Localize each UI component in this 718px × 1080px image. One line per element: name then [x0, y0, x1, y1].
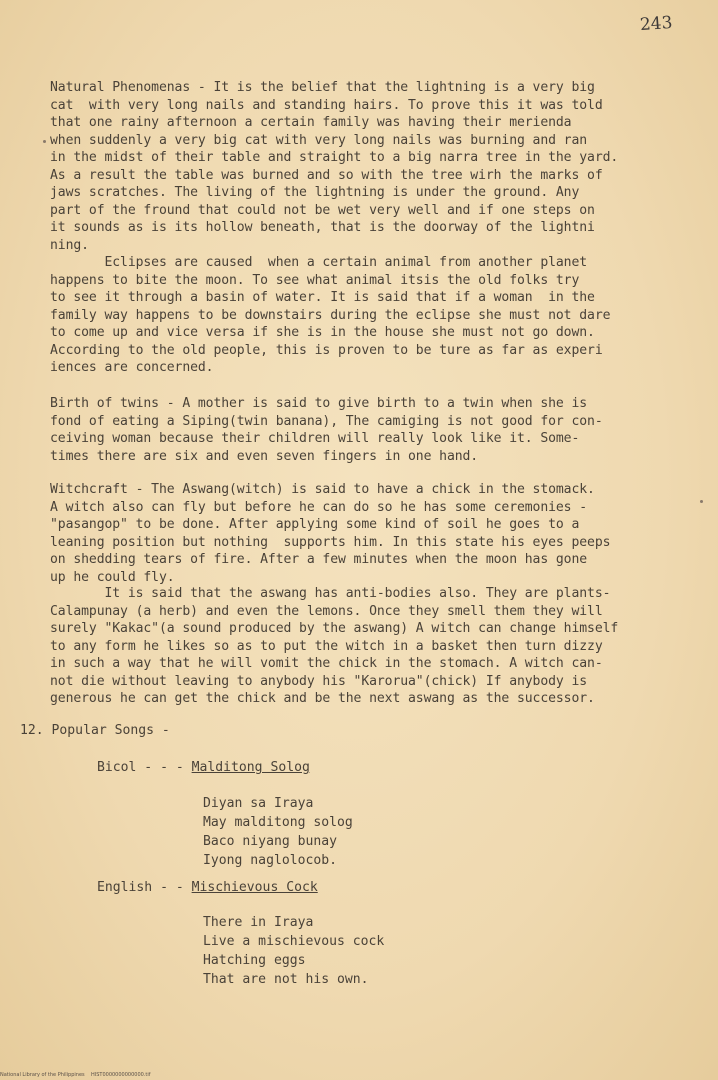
text-line: ning. [50, 237, 89, 253]
text-line: when suddenly a very big cat with very long nails was burning and ran [50, 132, 588, 148]
text-line: to any form he likes so as to put the witch in a basket then turn dizzy [50, 638, 603, 654]
text-line: in such a way that he will vomit the chick in the stomach. A witch can- [50, 656, 603, 671]
text-line: times there are six and even seven fingers in one hand. [50, 448, 479, 464]
song-title-english [97, 880, 318, 895]
song-title: Malditong Solog [191, 760, 310, 775]
text-line: in the midst of their table and straight to a big narra tree in the yard. [50, 150, 619, 165]
text-line: Witchcraft - The Aswang(witch) is said to have a chick in the stomack. [50, 482, 595, 497]
text-line: leaning position but nothing supports him. In this state his eyes peeps [50, 534, 611, 550]
song-title-bicol [97, 760, 310, 775]
text-line: surely "Kakac"(a sound produced by the aswang) A witch can change himself [50, 621, 619, 636]
paragraph-aswang-antibodies [50, 585, 690, 708]
paragraph-eclipses [50, 254, 690, 377]
paper-speck [43, 140, 46, 143]
text-line: on shedding tears of fire. After a few minutes when the moon has gone [50, 552, 588, 567]
paragraph-natural-phenomena [50, 79, 690, 254]
text-line: As a result the table was burned and so with the tree wirh the marks of [50, 167, 603, 183]
paragraph-witchcraft [50, 481, 690, 586]
text-line: that one rainy afternoon a certain family was having their merienda [50, 115, 572, 130]
text-line: According to the old people, this is proven to be ture as far as experi [50, 342, 603, 358]
text-line: cat with very long nails and standing hairs. To prove this it was told [50, 97, 603, 113]
text-line: not die without leaving to anybody his "Karorua"(chick) If anybody is [50, 673, 588, 689]
text-line: fond of eating a Siping(twin banana), The camiging is not good for con- [50, 413, 603, 429]
song-language-label: Bicol - - - [97, 760, 192, 775]
verse-line: Diyan sa Iraya [203, 796, 314, 811]
text-line: it sounds as is its hollow beneath, that is the doorway of the lightni [50, 220, 595, 235]
text-line: happens to bite the moon. To see what animal itsis the old folks try [50, 272, 580, 288]
verse-line: Hatching eggs [203, 953, 306, 968]
verse-line: Live a mischievous cock [203, 934, 385, 949]
song-verse-english [203, 913, 384, 989]
text-line: ceiving woman because their children will really look like it. Some- [50, 431, 580, 446]
archive-footer: National Library of the Philippines HIST0000000000000.tif [0, 1072, 151, 1078]
text-line: to come up and vice versa if she is in the house she must not go down. [50, 325, 595, 340]
song-title: Mischievous Cock [191, 880, 318, 895]
text-line: Eclipses are caused when a certain animal from another planet [50, 255, 588, 270]
verse-line: That are not his own. [203, 972, 369, 987]
text-line: iences are concerned. [50, 360, 214, 375]
text-line: part of the fround that could not be wet very well and if one steps on [50, 202, 595, 218]
text-line: up he could fly. [50, 569, 175, 585]
text-line: Natural Phenomenas - It is the belief that the lightning is a very big [50, 80, 595, 95]
page-number: 243 [638, 12, 673, 36]
text-line: to see it through a basin of water. It is said that if a woman in the [50, 290, 595, 305]
text-line: Birth of twins - A mother is said to give birth to a twin when she is [50, 396, 588, 411]
verse-line: May malditong solog [203, 815, 353, 830]
song-verse-bicol [203, 794, 353, 870]
verse-line: There in Iraya [203, 915, 314, 930]
section-heading-popular-songs: 12. Popular Songs - [20, 723, 170, 738]
text-line: Calampunay (a herb) and even the lemons. Once they smell them they will [50, 603, 603, 619]
text-line: It is said that the aswang has anti-bodies also. They are plants- [50, 586, 611, 601]
text-line: "pasangop" to be done. After applying some kind of soil he goes to a [50, 517, 580, 532]
text-line: family way happens to be downstairs during the eclipse she must not dare [50, 307, 611, 323]
verse-line: Iyong naglolocob. [203, 853, 338, 868]
text-line: generous he can get the chick and be the next aswang as the successor. [50, 691, 595, 706]
text-line: A witch also can fly but before he can do so he has some ceremonies - [50, 499, 588, 515]
verse-line: Baco niyang bunay [203, 834, 338, 849]
song-language-label: English - - [97, 880, 192, 895]
paper-speck [700, 500, 703, 503]
paragraph-birth-of-twins [50, 395, 690, 465]
text-line: jaws scratches. The living of the lightning is under the ground. Any [50, 185, 580, 200]
